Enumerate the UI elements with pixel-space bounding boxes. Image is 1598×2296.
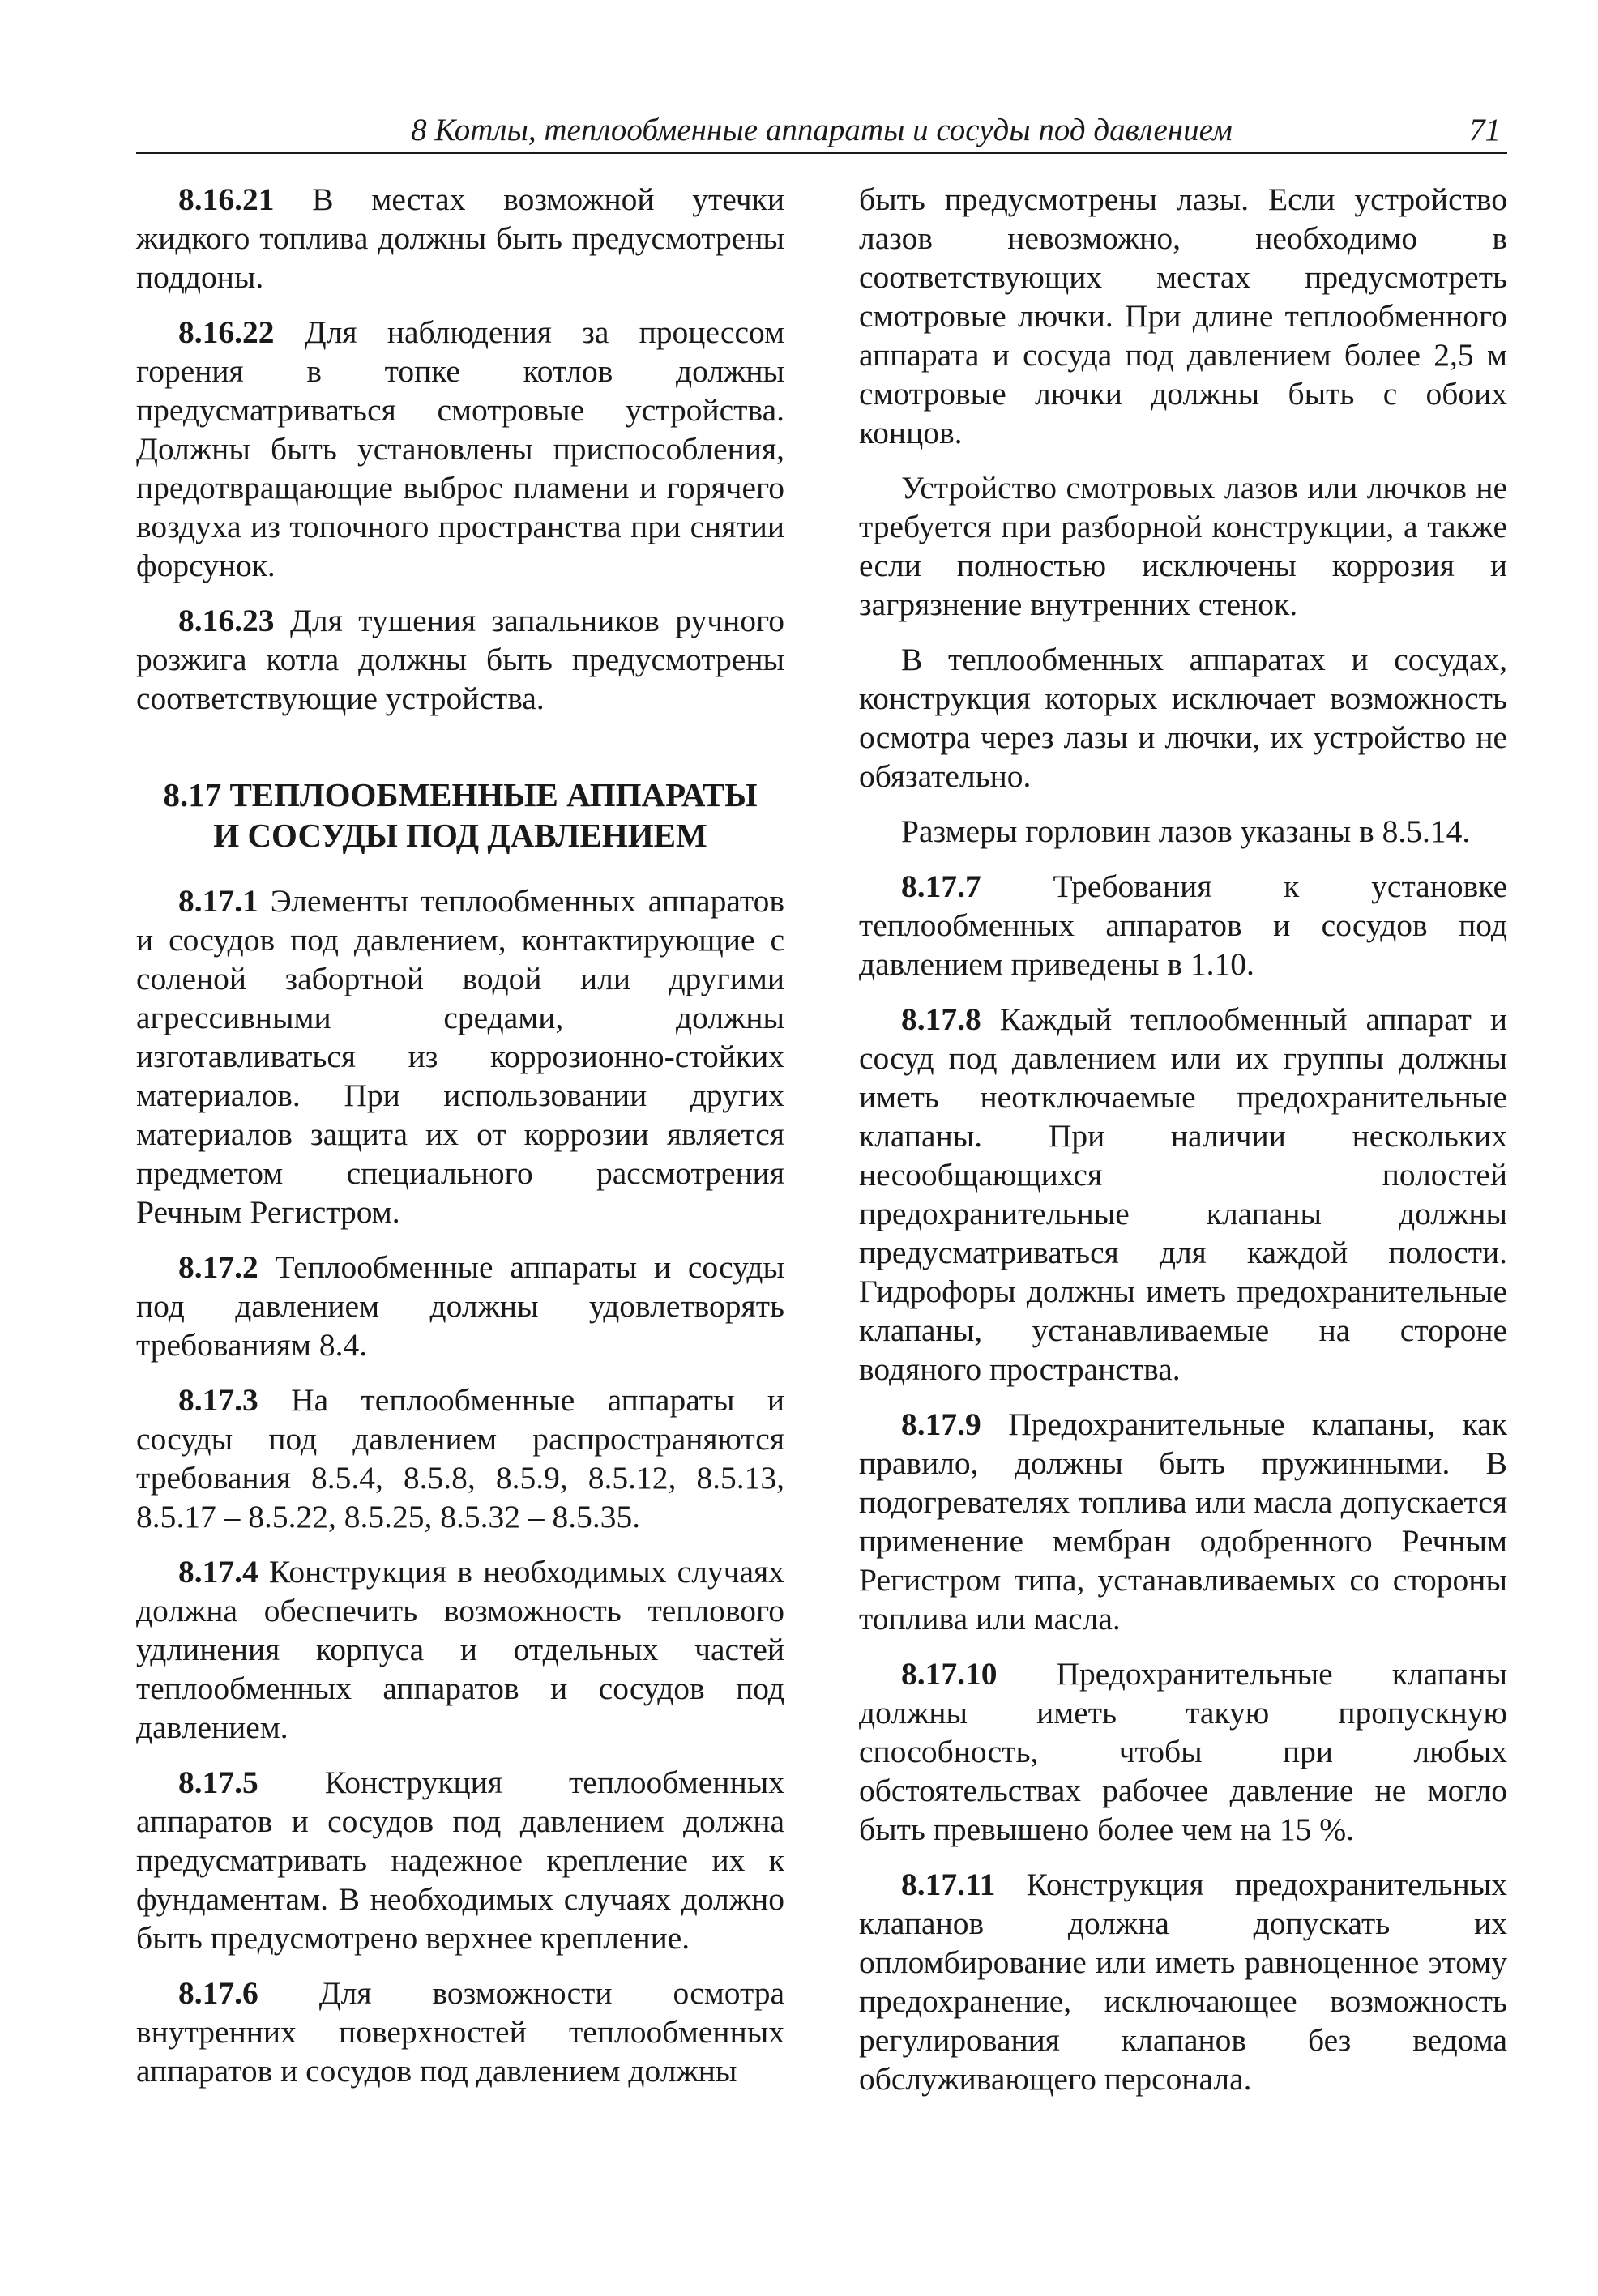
clause-number: 8.17.6 [178, 1975, 258, 2011]
clause-8-16-21 [136, 180, 784, 297]
clause-8-17-8 [859, 1000, 1507, 1389]
clause-number: 8.17.2 [178, 1249, 258, 1285]
clause-text: Конструкция предохранительных клапанов должна допускать их опломбирование или иметь равноценное этому предохранение, исключающее возможность регулирования клапанов без ведома обслуживающего персонала. [859, 1867, 1507, 2097]
clause-text: Конструкция в необходимых случаях должна обеспечить возможность теплового удлинения корпуса и отдельных частей теплообменных аппаратов и сосудов под давлением. [136, 1554, 784, 1745]
clause-number: 8.17.7 [901, 868, 981, 904]
clause-number: 8.16.21 [178, 181, 275, 217]
clause-text: Предохранительные клапаны, как правило, должны быть пружинными. В подогревателях топлива или масла допускается применение мембран одобренного Речным Регистром типа, устанавливаемых со стороны топлива или масла. [859, 1406, 1507, 1637]
section-heading [136, 775, 784, 856]
section-heading-line1: 8.17 ТЕПЛООБМЕННЫЕ АППАРАТЫ [163, 776, 758, 813]
clause-8-17-6-continued: быть предусмотрены лазы. Если устройство лазов невозможно, необходимо в соответствующих местах предусмотреть смотровые лючки. При длине теплообменного аппарата и сосуда под давлением более 2,5 м смотровые лючки должны быть с обоих концов. [859, 181, 1507, 450]
header-title: 8 Котлы, теплообменные аппараты и сосуды под давлением [411, 113, 1233, 147]
right-column [859, 180, 1507, 2115]
clause-text: Для тушения запальников ручного розжига котла должны быть предусмотрены соответствующие устройства. [136, 603, 784, 716]
clause-text: В местах возможной утечки жидкого топлива должны быть предусмотрены поддоны. [136, 181, 784, 295]
clause-text: Элементы теплообменных аппаратов и сосудов под давлением, контактирующие с соленой забортной водой или другими агрессивными средами, должны изготавливаться из коррозионно-стойких материалов. При использовании других материалов защита их от коррозии является предметом специального рассмотрения Речным Регистром. [136, 883, 784, 1230]
clause-8-17-1 [136, 881, 784, 1231]
left-column [136, 180, 784, 2106]
clause-8-16-22 [136, 313, 784, 585]
clause-text: Теплообменные аппараты и сосуды под давлением должны удовлетворять требованиям 8.4. [136, 1249, 784, 1363]
page-number: 71 [1469, 113, 1501, 147]
clause-8-17-2 [136, 1248, 784, 1364]
clause-number: 8.17.3 [178, 1382, 258, 1418]
clause-8-17-4 [136, 1552, 784, 1747]
clause-text: Для возможности осмотра внутренних поверхностей теплообменных аппаратов и сосудов под давлением должны [136, 1975, 784, 2089]
clause-number: 8.17.1 [178, 883, 258, 919]
clause-8-17-6 [136, 1974, 784, 2090]
paragraph: Размеры горловин лазов указаны в 8.5.14. [901, 813, 1471, 849]
clause-8-17-9 [859, 1405, 1507, 1638]
clause-8-17-10 [859, 1654, 1507, 1849]
clause-number: 8.16.23 [178, 603, 275, 638]
clause-8-16-23 [136, 601, 784, 718]
clause-number: 8.17.5 [178, 1765, 258, 1800]
clause-8-17-3 [136, 1381, 784, 1536]
clause-8-17-11 [859, 1865, 1507, 2098]
clause-number: 8.16.22 [178, 314, 275, 350]
clause-text: Конструкция теплообменных аппаратов и сосудов под давлением должна предусматривать надежное крепление их к фундаментам. В необходимых случаях должно быть предусмотрено верхнее крепление. [136, 1765, 784, 1956]
clause-number: 8.17.8 [901, 1001, 981, 1037]
section-heading-line2: И СОСУДЫ ПОД ДАВЛЕНИЕМ [213, 817, 707, 854]
clause-number: 8.17.4 [178, 1554, 258, 1590]
clause-text: На теплообменные аппараты и сосуды под давлением распространяются требования 8.5.4, 8.5.8, 8.5.9, 8.5.12, 8.5.13, 8.5.17 – 8.5.22, 8.5.25, 8.5.32 – 8.5.35. [136, 1382, 784, 1534]
clause-text: Предохранительные клапаны должны иметь такую пропускную способность, чтобы при любых обстоятельствах рабочее давление не могло быть превышено более чем на 15 %. [859, 1656, 1507, 1847]
clause-8-17-7 [859, 867, 1507, 984]
paragraph: В теплообменных аппаратах и сосудах, конструкция которых исключает возможность осмотра через лазы и лючки, их устройство не обязательно. [859, 642, 1507, 794]
clause-text: Для наблюдения за процессом горения в топке котлов должны предусматриваться смотровые устройства. Должны быть установлены приспособления, предотвращающие выброс пламени и горячего воздуха из топочного пространства при снятии форсунок. [136, 314, 784, 583]
clause-8-17-5 [136, 1763, 784, 1957]
clause-number: 8.17.11 [901, 1867, 996, 1902]
running-header [136, 109, 1507, 154]
clause-text: Каждый теплообменный аппарат и сосуд под давлением или их группы должны иметь неотключаемые предохранительные клапаны. При наличии нескольких несообщающихся полостей предохранительные клапаны должны предусматриваться для каждой полости. Гидрофоры должны иметь предохранительные клапаны, устанавливаемые на стороне водяного пространства. [859, 1001, 1507, 1387]
clause-text: Требования к установке теплообменных аппаратов и сосудов под давлением приведены в 1.10. [859, 868, 1507, 982]
clause-number: 8.17.10 [901, 1656, 998, 1692]
clause-number: 8.17.9 [901, 1406, 981, 1442]
paragraph: Устройство смотровых лазов или лючков не требуется при разборной конструкции, а также если полностью исключены коррозия и загрязнение внутренних стенок. [859, 470, 1507, 622]
